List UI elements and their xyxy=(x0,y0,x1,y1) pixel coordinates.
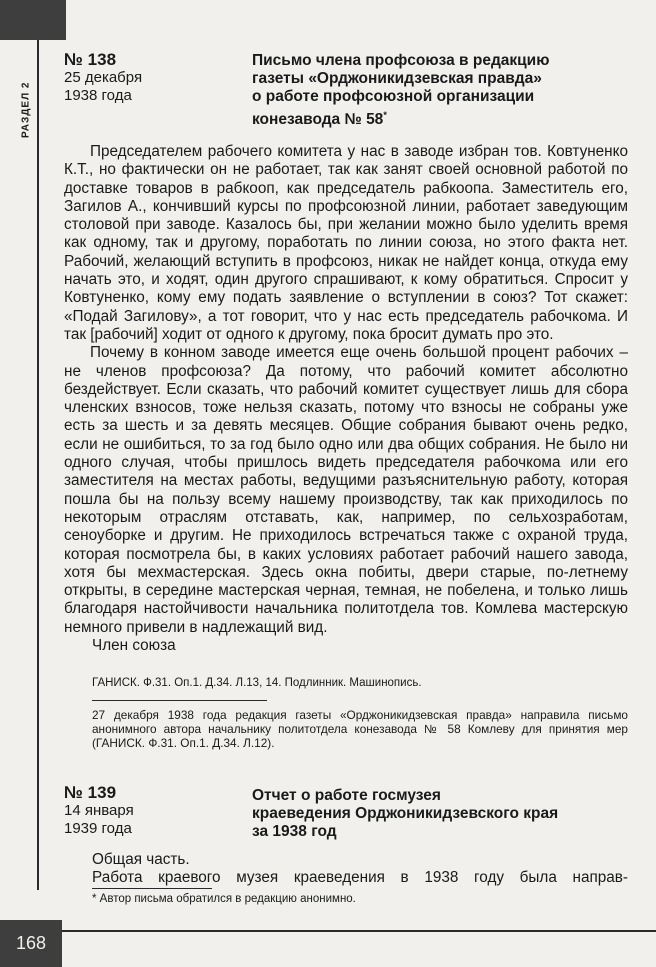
body-paragraph: Почему в конном заводе имеется еще очень большой процент рабочих – не членов профсоюза? Да потому, что рабочий комитет абсолютно бездействует. Если сказать, что рабочий комитет существует лишь для сбора членских взносов, тоже нельзя сказать, потому что взносы не собраны уже есть за шесть и за девять месяцев. Общие собрания бывают очень редко, если не ошибиться, то за год было одно или два общих собрания. Не было ни одного случая, чтобы пришлось видеть председателя рабочкома или его заместителя на местах работы, ведущими разъяснительную работу, которая пошла бы на пользу всему нашему производству, так как приходилось по некоторым отраслям отставать, как, например, по сельхозработам, сеноуборке и другим. Не приходилось встречаться также с охраной труда, которая посмотрела бы, в каких условиях работает рабочий нашего завода, хотя бы мехмастерская. Здесь окна побиты, двери старые, по-летнему открыты, в середине мастерская черная, темная, не побелена, и только лишь благодаря настойчивости начальника политотдела тов. Комлева мастерскую немного привели в надлежащий вид. xyxy=(64,344,628,636)
doc-139-first-line: Работа краевого музея краеведения в 1938 году была направ- xyxy=(92,869,628,886)
bottom-rule xyxy=(62,930,656,932)
note-divider xyxy=(92,700,267,701)
footnote: * Автор письма обратился в редакцию анонимно. xyxy=(92,893,356,905)
doc-138-number: № 138 xyxy=(64,50,117,69)
footnote-marker: * xyxy=(383,110,387,120)
doc-139-title-line: Отчет о работе госмузея xyxy=(252,787,441,804)
editorial-note: 27 декабря 1938 года редакция газеты «Орджоникидзевская правда» направила письмо анонимного автора начальнику политотдела конезавода № 58 Комлеву для принятия мер (ГАНИСК. Ф.31. Оп.1. Д.34. Л.12). xyxy=(92,708,628,750)
general-part-heading: Общая часть. xyxy=(92,851,190,868)
footnote-divider xyxy=(92,888,212,889)
doc-139-title-line: за 1938 год xyxy=(252,823,337,840)
margin-rule xyxy=(37,40,39,890)
doc-139-number: № 139 xyxy=(64,783,117,802)
doc-139-title-line: краеведения Орджоникидзевского края xyxy=(252,805,559,822)
doc-138-title-line xyxy=(252,106,632,129)
doc-139-date-day: 14 января xyxy=(64,802,134,819)
archive-reference: ГАНИСК. Ф.31. Оп.1. Д.34. Л.13, 14. Подлинник. Машинопись. xyxy=(92,677,422,689)
doc-138-date-day: 25 декабря xyxy=(64,69,143,86)
doc-138-title-line: Письмо члена профсоюза в редакцию xyxy=(252,52,550,69)
section-label: РАЗДЕЛ 2 xyxy=(20,81,32,138)
signature: Член союза xyxy=(92,637,176,654)
doc-138-title-line: газеты «Орджоникидзевская правда» xyxy=(252,70,542,87)
doc-139-date-year: 1939 года xyxy=(64,820,132,837)
doc-138-date-year: 1938 года xyxy=(64,87,132,104)
doc-138-title-line: о работе профсоюзной организации xyxy=(252,88,535,105)
doc-139-title xyxy=(252,787,632,841)
doc-138-title-line-text: конезавода № 58 xyxy=(252,111,384,129)
doc-138-body xyxy=(64,143,628,637)
corner-block xyxy=(0,0,66,40)
body-paragraph: Председателем рабочего комитета у нас в заводе избран тов. Ковтуненко К.Т., но фактически он не работает, так как занят своей основной работой по доставке товаров в рабкооп, как председатель рабкоопа. Заместитель его, Загилов А., кончивший курсы по профсоюзной линии, работает заведующим столовой при заводе. Казалось бы, при желании можно было уделить время как одному, так и другому, поработать по линии союза, но этого факта нет. Рабочий, желающий вступить в профсоюз, никак не найдет конца, откуда ему начать это, и ходят, один другого спрашивают, к кому обратиться. Спросит у Ковтуненко, кому ему подать заявление о вступлении в союз? Тот скажет: «Подай Загилову», а тот говорит, что у нас есть председатель рабочкома. И так [рабочий] ходит от одного к другому, пока бросит думать про это. xyxy=(64,143,628,343)
doc-138-title xyxy=(252,52,632,129)
page-number: 168 xyxy=(0,920,62,967)
